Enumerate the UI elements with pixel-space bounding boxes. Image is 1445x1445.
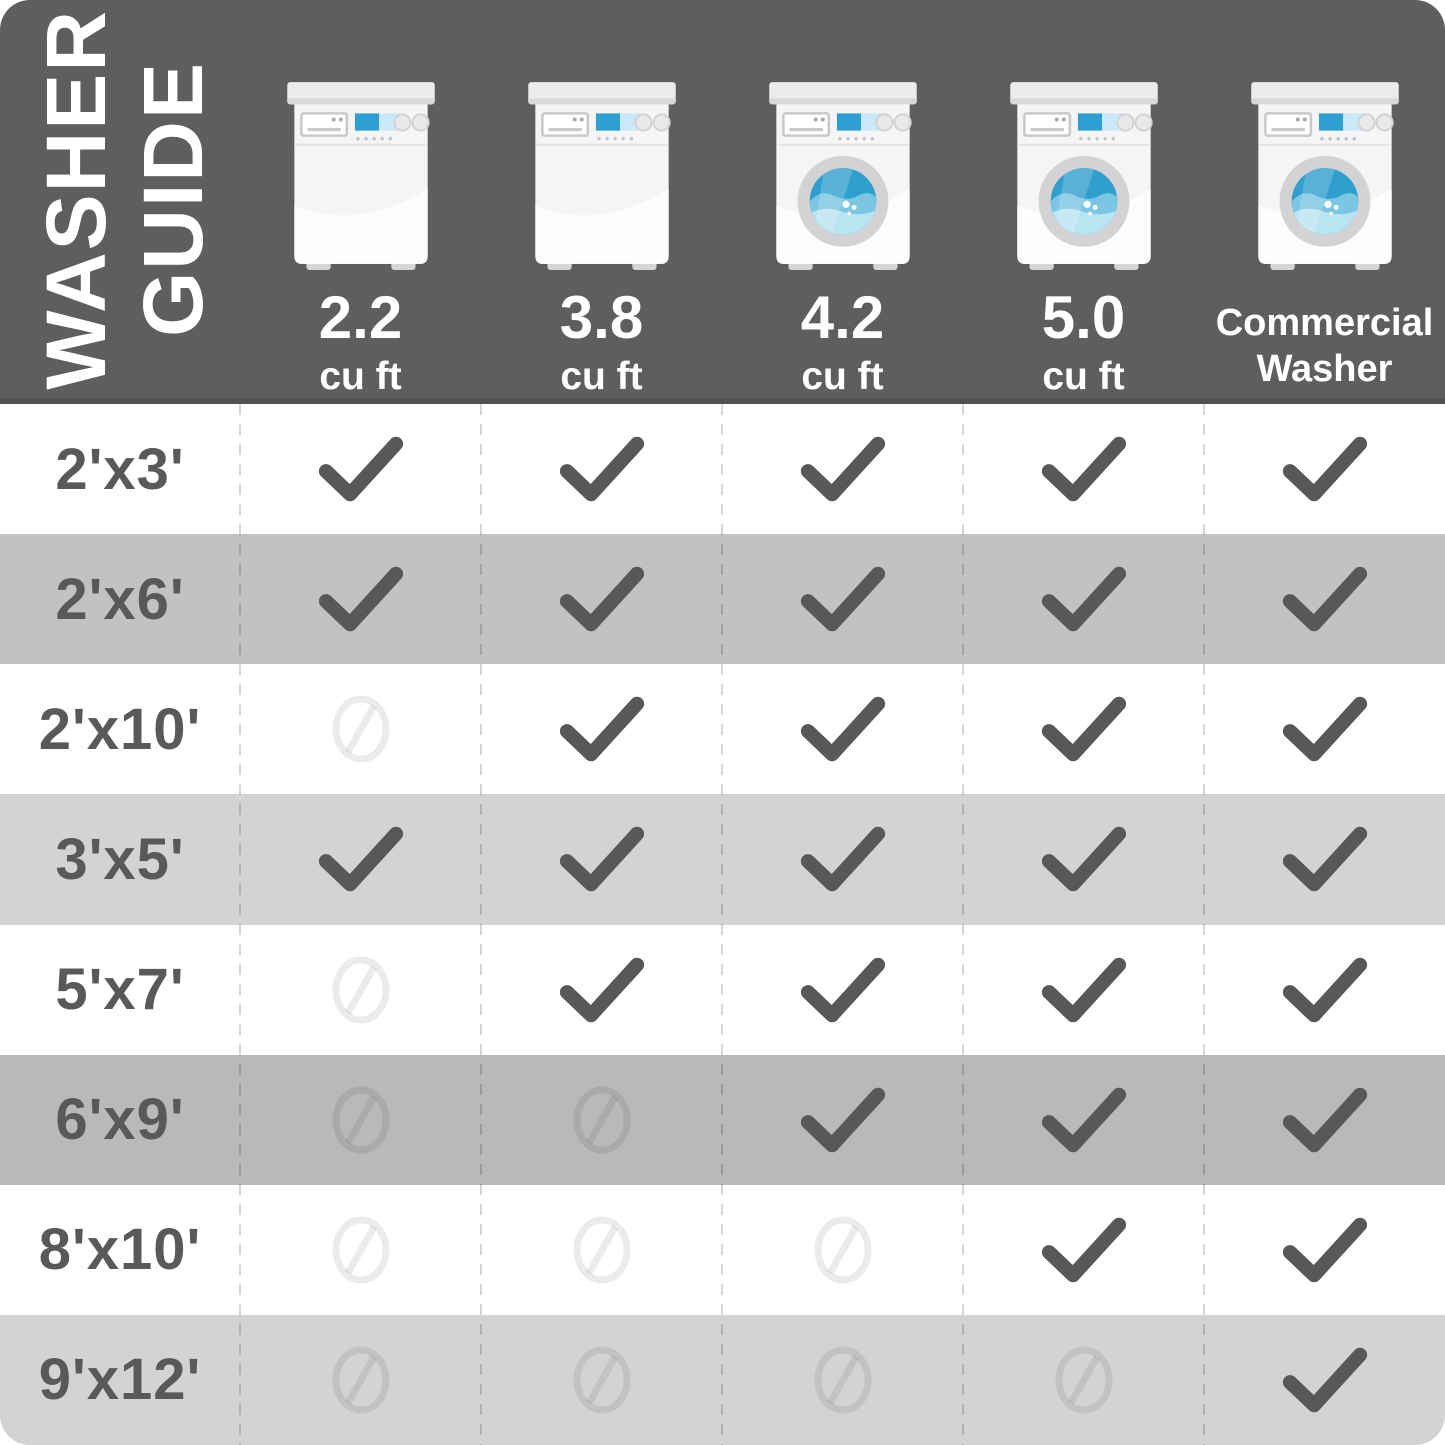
check-icon: [799, 824, 887, 894]
compat-cell: [240, 1083, 481, 1157]
washer-capacity-unit: cu ft: [560, 355, 643, 398]
compat-cell: [963, 1085, 1204, 1155]
compat-cell: [1204, 824, 1445, 894]
check-icon: [558, 824, 646, 894]
compat-cell: [481, 434, 722, 504]
washer-capacity: 2.2: [318, 284, 403, 351]
check-icon: [558, 955, 646, 1025]
title-word-washer: WASHER: [28, 8, 123, 390]
compat-cell: [240, 564, 481, 634]
compat-cell: [722, 694, 963, 764]
compat-cell: [240, 1343, 481, 1417]
check-icon: [317, 434, 405, 504]
top-load-washer-icon: [283, 72, 439, 272]
check-icon: [1281, 955, 1369, 1025]
rug-size-label: 5'x7': [55, 957, 185, 1023]
rug-size-cell: [0, 696, 240, 763]
rug-size-label: 2'x3': [55, 436, 185, 502]
compat-cell: [722, 824, 963, 894]
compat-cell: [1204, 1345, 1445, 1415]
check-icon: [317, 564, 405, 634]
no-icon: [811, 1213, 875, 1287]
no-icon: [329, 692, 393, 766]
check-icon: [1281, 1085, 1369, 1155]
compat-cell: [240, 692, 481, 766]
rug-size-table: [0, 404, 1445, 1445]
compat-cell: [481, 1083, 722, 1157]
compat-cell: [722, 1085, 963, 1155]
check-icon: [1281, 1345, 1369, 1415]
compat-cell: [1204, 1085, 1445, 1155]
check-icon: [1040, 824, 1128, 894]
washer-column-2-2-cuft: [240, 0, 481, 398]
washer-column-3-8-cuft: [481, 0, 722, 398]
compat-cell: [240, 953, 481, 1027]
no-icon: [570, 1213, 634, 1287]
no-icon: [329, 953, 393, 1027]
front-load-washer-icon: [765, 72, 921, 272]
no-icon: [329, 1083, 393, 1157]
washer-capacity: 3.8: [559, 284, 644, 351]
check-icon: [558, 564, 646, 634]
check-icon: [1040, 1215, 1128, 1285]
check-icon: [1040, 694, 1128, 764]
no-icon: [1052, 1343, 1116, 1417]
washer-capacity-unit: cu ft: [319, 355, 402, 398]
compat-cell: [722, 1213, 963, 1287]
rug-size-label: 9'x12': [38, 1347, 202, 1413]
rug-size-cell: [0, 956, 240, 1023]
front-load-washer-icon: [1247, 72, 1403, 272]
check-icon: [799, 955, 887, 1025]
title-block: [0, 0, 240, 398]
no-icon: [329, 1343, 393, 1417]
compat-cell: [240, 824, 481, 894]
check-icon: [1281, 824, 1369, 894]
washer-column-commercial: [1204, 0, 1445, 398]
compat-cell: [240, 1213, 481, 1287]
check-icon: [558, 434, 646, 504]
washer-capacity: 5.0: [1041, 284, 1126, 351]
compat-cell: [963, 824, 1204, 894]
compat-cell: [1204, 955, 1445, 1025]
no-icon: [570, 1343, 634, 1417]
compat-cell: [240, 434, 481, 504]
rug-size-label: 8'x10': [38, 1217, 202, 1283]
check-icon: [558, 694, 646, 764]
check-icon: [799, 564, 887, 634]
compat-cell: [481, 955, 722, 1025]
rug-size-cell: [0, 436, 240, 503]
rug-size-label: 6'x9': [55, 1087, 185, 1153]
compat-cell: [963, 1343, 1204, 1417]
column-divider: [962, 404, 964, 1445]
washer-capacity-unit: Washer: [1256, 347, 1393, 390]
rug-size-cell: [0, 1346, 240, 1413]
column-divider: [239, 404, 241, 1445]
washer-column-5-0-cuft: [963, 0, 1204, 398]
rug-size-label: 2'x6': [55, 566, 185, 632]
check-icon: [1040, 434, 1128, 504]
washer-capacity: Commercial: [1215, 302, 1434, 344]
washer-capacity: 4.2: [800, 284, 885, 351]
compat-cell: [963, 1215, 1204, 1285]
check-icon: [1281, 1215, 1369, 1285]
rug-size-label: 2'x10': [38, 696, 202, 762]
compat-cell: [481, 564, 722, 634]
header: [0, 0, 1445, 404]
washer-capacity-unit: cu ft: [801, 355, 884, 398]
compat-cell: [963, 434, 1204, 504]
compat-cell: [963, 694, 1204, 764]
check-icon: [1040, 564, 1128, 634]
check-icon: [799, 434, 887, 504]
compat-cell: [481, 824, 722, 894]
check-icon: [1040, 1085, 1128, 1155]
compat-cell: [481, 1213, 722, 1287]
compat-cell: [1204, 694, 1445, 764]
check-icon: [1040, 955, 1128, 1025]
column-divider: [1203, 404, 1205, 1445]
compat-cell: [963, 955, 1204, 1025]
check-icon: [1281, 434, 1369, 504]
compat-cell: [1204, 434, 1445, 504]
check-icon: [1281, 694, 1369, 764]
compat-cell: [722, 564, 963, 634]
compat-cell: [481, 1343, 722, 1417]
compat-cell: [722, 434, 963, 504]
check-icon: [317, 824, 405, 894]
check-icon: [1281, 564, 1369, 634]
column-divider: [721, 404, 723, 1445]
compat-cell: [481, 694, 722, 764]
title-word-guide: GUIDE: [126, 60, 220, 338]
no-icon: [329, 1213, 393, 1287]
check-icon: [799, 694, 887, 764]
rug-size-cell: [0, 566, 240, 633]
no-icon: [811, 1343, 875, 1417]
column-divider: [480, 404, 482, 1445]
rug-size-cell: [0, 1216, 240, 1283]
compat-cell: [722, 955, 963, 1025]
washer-capacity-unit: cu ft: [1042, 355, 1125, 398]
front-load-washer-icon: [1006, 72, 1162, 272]
compat-cell: [722, 1343, 963, 1417]
check-icon: [799, 1085, 887, 1155]
no-icon: [570, 1083, 634, 1157]
compat-cell: [963, 564, 1204, 634]
compat-cell: [1204, 1215, 1445, 1285]
rug-size-cell: [0, 826, 240, 893]
top-load-washer-icon: [524, 72, 680, 272]
compat-cell: [1204, 564, 1445, 634]
washer-column-4-2-cuft: [722, 0, 963, 398]
rug-size-label: 3'x5': [55, 826, 185, 892]
rug-size-cell: [0, 1086, 240, 1153]
